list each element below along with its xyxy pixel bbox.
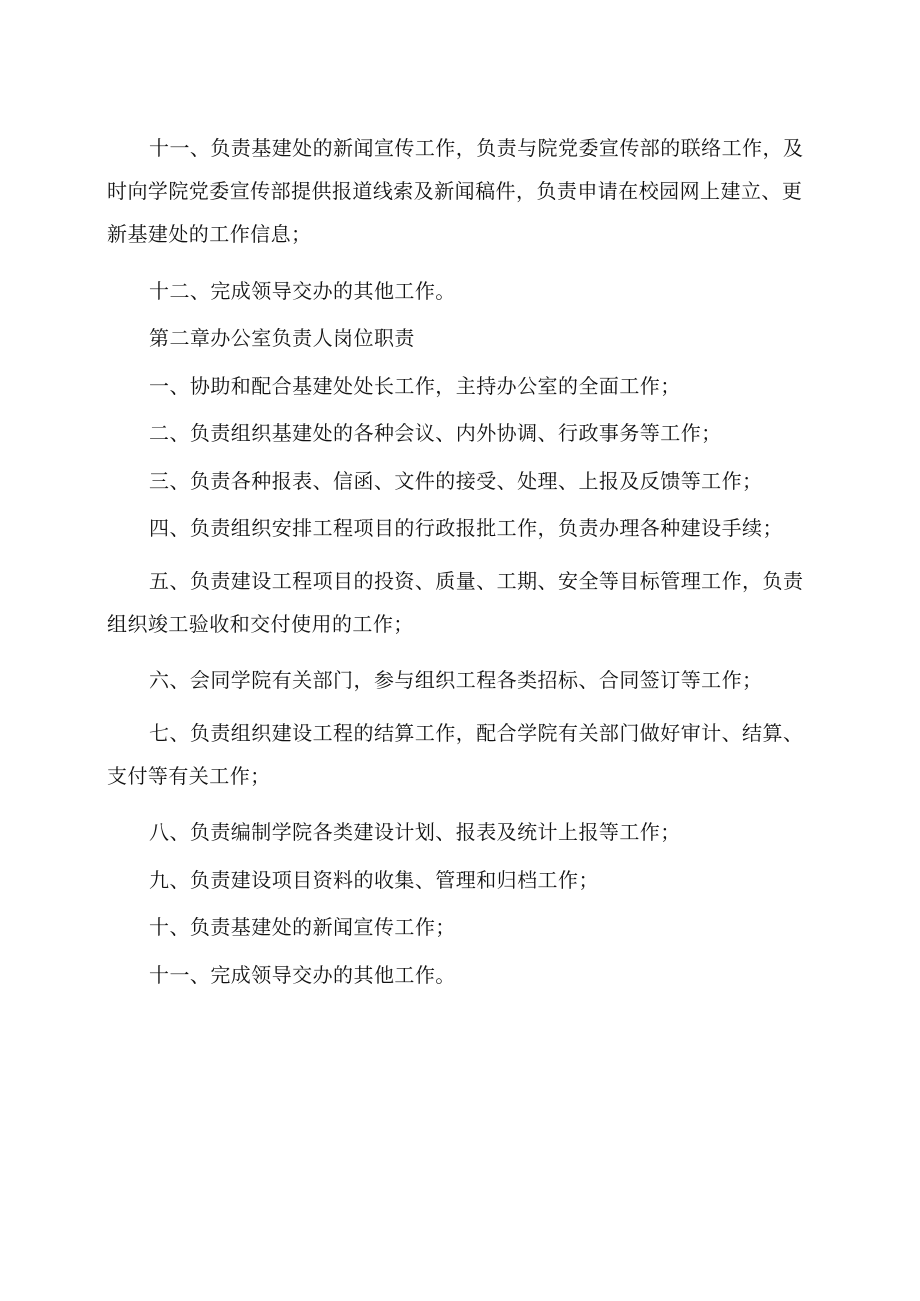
paragraph-item-12-other: 十二、完成领导交办的其他工作。: [149, 278, 456, 303]
paragraph-item-6: 六、会同学院有关部门，参与组织工程各类招标、合同签订等工作；: [149, 668, 763, 692]
document-body: [107, 127, 813, 1006]
paragraph-item-8: 八、负责编制学院各类建设计划、报表及统计上报等工作；: [149, 820, 681, 844]
paragraph-item-10: 十、负责基建处的新闻宣传工作；: [149, 915, 456, 939]
paragraph-item-9: 九、负责建设项目资料的收集、管理和归档工作；: [149, 867, 599, 892]
paragraph-item-11-news: 十一、负责基建处的新闻宣传工作，负责与院党委宣传部的联络工作，及时向学院党委宣传部提供报道线索及新闻稿件，负责申请在校园网上建立、更新基建处的工作信息；: [107, 136, 804, 246]
paragraph-item-1: 一、协助和配合基建处处长工作，主持办公室的全面工作；: [149, 373, 681, 398]
paragraph-item-3: 三、负责各种报表、信函、文件的接受、处理、上报及反馈等工作；: [149, 468, 763, 493]
paragraph-item-11-other: 十一、完成领导交办的其他工作。: [149, 962, 456, 987]
paragraph-item-7: 七、负责组织建设工程的结算工作，配合学院有关部门做好审计、结算、支付等有关工作；: [107, 720, 804, 788]
paragraph-item-2: 二、负责组织基建处的各种会议、内外协调、行政事务等工作；: [149, 421, 722, 445]
chapter-heading: 第二章办公室负责人岗位职责: [149, 326, 415, 350]
paragraph-item-5: 五、负责建设工程项目的投资、质量、工期、安全等目标管理工作，负责组织竣工验收和交付使用的工作；: [107, 568, 804, 636]
paragraph-item-4: 四、负责组织安排工程项目的行政报批工作，负责办理各种建设手续；: [149, 516, 783, 540]
